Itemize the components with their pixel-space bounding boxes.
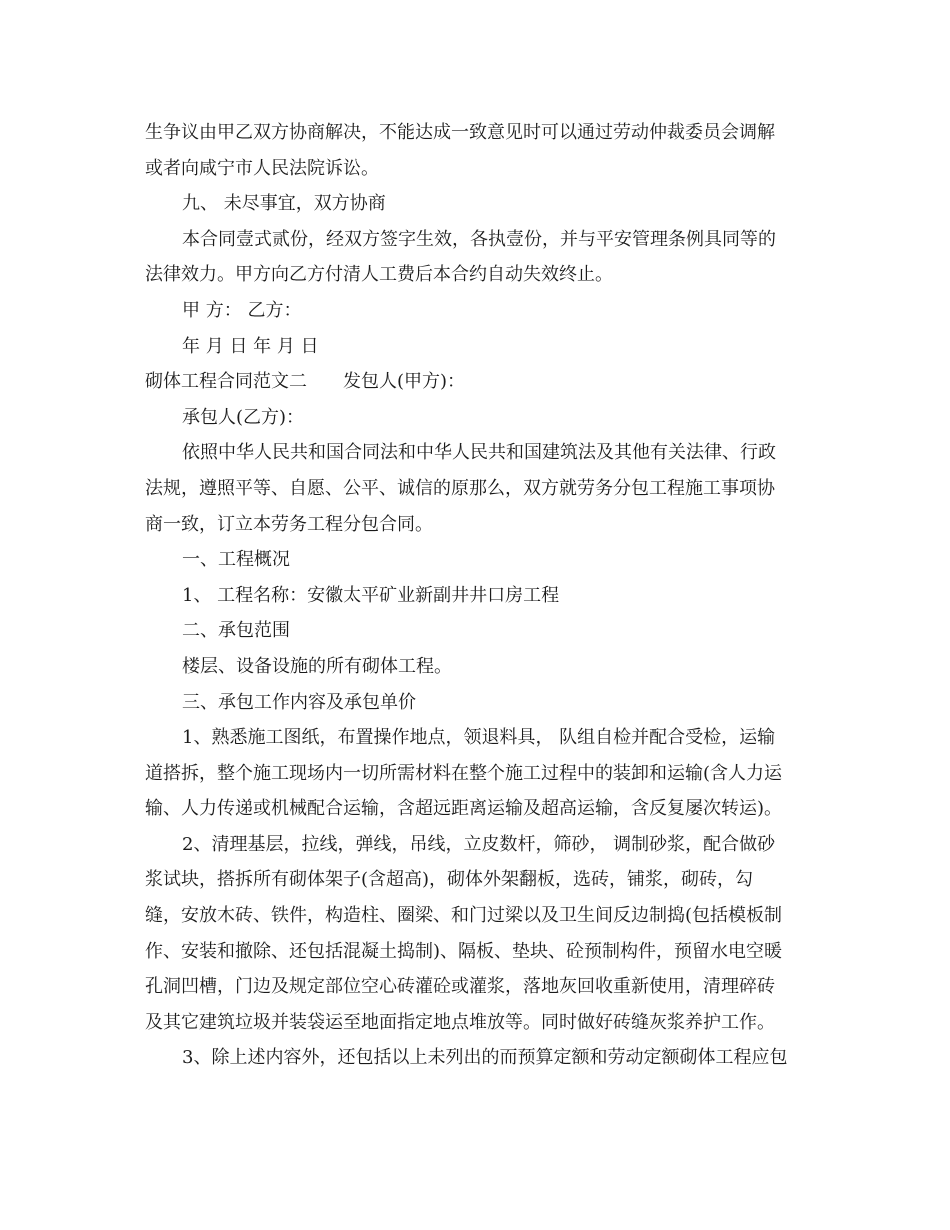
paragraph-line: 商一致，订立本劳务工程分包合同。 [145, 513, 433, 535]
contract-title-line [145, 364, 805, 400]
section-heading: 三、承包工作内容及承包单价 [182, 691, 416, 713]
contract-title: 砌体工程合同范文二 [145, 371, 307, 393]
paragraph-line: 3、除上述内容外，还包括以上未列出的而预算定额和劳动定额砌体工程应包 [182, 1047, 788, 1069]
paragraph-line: 2、清理基层，拉线，弹线，吊线，立皮数杆，筛砂， 调制砂浆，配合做砂 [182, 833, 776, 855]
paragraph-line: 缝，安放木砖、铁件，构造柱、圈梁、和门过梁以及卫生间反边制捣(包括模板制 [145, 905, 783, 927]
paragraph-line: 本合同壹式贰份，经双方签字生效，各执壹份，并与平安管理条例具同等的 [182, 228, 776, 250]
signature-date-line: 年 月 日 年 月 日 [182, 335, 319, 357]
paragraph-line: 1、熟悉施工图纸，布置操作地点，领退料具， 队组自检并配合受检，运输 [182, 727, 776, 749]
paragraph-line: 道搭拆，整个施工现场内一切所需材料在整个施工过程中的装卸和运输(含人力运 [145, 762, 783, 784]
section-heading: 九、 未尽事宜，双方协商 [182, 193, 386, 215]
signature-parties-line: 甲 方： 乙方： [182, 299, 302, 321]
party-a-label: 发包人(甲方)： [343, 371, 466, 393]
paragraph-line: 输、人力传递或机械配合运输，含超远距离运输及超高运输，含反复屡次转运)。 [145, 798, 783, 820]
paragraph-line: 及其它建筑垃圾并装袋运至地面指定地点堆放等。同时做好砖缝灰浆养护工作。 [145, 1011, 775, 1033]
paragraph-line: 法律效力。甲方向乙方付清人工费后本合约自动失效终止。 [145, 264, 613, 286]
contract-body [145, 115, 805, 1076]
paragraph-line: 孔洞凹槽，门边及规定部位空心砖灌砼或灌浆，落地灰回收重新使用，清理碎砖 [145, 976, 775, 998]
paragraph-line: 作、安装和撤除、还包括混凝土捣制)、隔板、垫块、砼预制构件，预留水电空暖 [145, 940, 783, 962]
section-heading: 二、承包范围 [182, 620, 290, 642]
paragraph-line: 1、 工程名称：安徽太平矿业新副井井口房工程 [182, 584, 560, 606]
paragraph-line: 依照中华人民共和国合同法和中华人民共和国建筑法及其他有关法律、行政 [182, 442, 776, 464]
paragraph-line: 浆试块，搭拆所有砌体架子(含超高)，砌体外架翻板，选砖，铺浆，砌砖，勾 [145, 869, 754, 891]
paragraph-line: 生争议由甲乙双方协商解决，不能达成一致意见时可以通过劳动仲裁委员会调解 [145, 122, 775, 143]
paragraph-line: 或者向咸宁市人民法院诉讼。 [145, 157, 379, 179]
paragraph-line: 楼层、设备设施的所有砌体工程。 [182, 655, 452, 677]
section-heading: 一、工程概况 [182, 549, 290, 571]
party-b-label: 承包人(乙方)： [182, 406, 305, 428]
paragraph-line: 法规，遵照平等、自愿、公平、诚信的原那么，双方就劳务分包工程施工事项协 [145, 477, 775, 499]
